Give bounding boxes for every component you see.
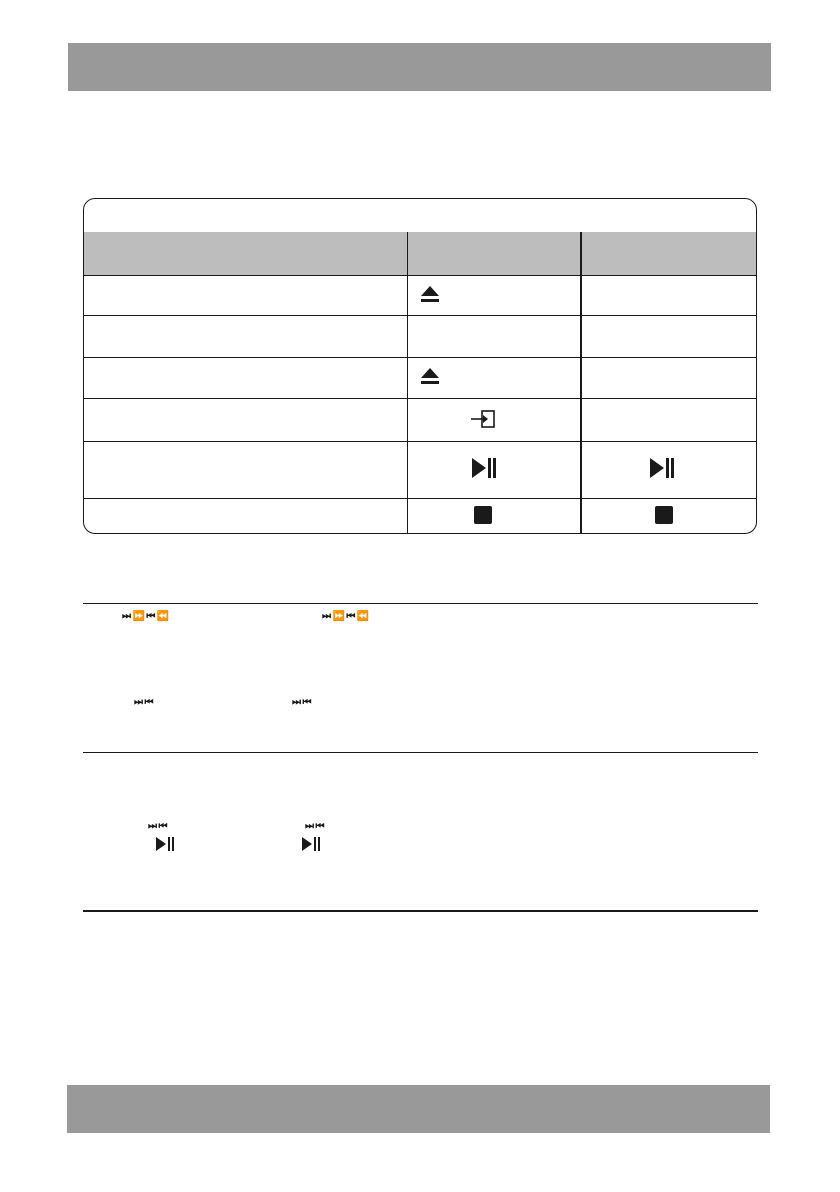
stop-icon	[474, 506, 492, 524]
list-item	[156, 837, 174, 851]
skip-icon: ⏭ ⏮	[292, 697, 311, 708]
eject-icon	[420, 286, 440, 304]
skip-icon: ⏭ ⏮	[305, 821, 324, 832]
header-bar	[68, 43, 771, 91]
stop-icon	[655, 506, 673, 524]
row-divider	[84, 498, 756, 499]
table-row	[655, 506, 673, 524]
table-row	[650, 458, 674, 478]
source-input-icon	[470, 409, 496, 429]
table-row	[470, 409, 496, 429]
table-row	[474, 506, 492, 524]
skip-seek-icon: ⏭ ⏩ ⏮ ⏪	[322, 611, 369, 622]
skip-icon: ⏭ ⏮	[134, 697, 153, 708]
table-header-row	[84, 232, 756, 275]
column-divider	[407, 232, 408, 533]
controls-table	[83, 198, 757, 534]
table-row	[420, 368, 440, 386]
row-divider	[84, 357, 756, 358]
section-divider	[83, 910, 758, 912]
play-pause-icon	[302, 837, 320, 851]
footer-bar	[67, 1085, 770, 1133]
section-divider	[83, 752, 758, 753]
skip-seek-icon: ⏭ ⏩ ⏮ ⏪	[122, 611, 169, 622]
row-divider	[84, 315, 756, 316]
column-divider	[580, 232, 582, 533]
play-pause-icon	[650, 458, 674, 478]
play-pause-icon	[156, 837, 174, 851]
table-row	[420, 286, 440, 304]
row-divider	[84, 275, 756, 276]
skip-icon: ⏭ ⏮	[148, 821, 167, 832]
table-row	[472, 458, 496, 478]
list-item	[302, 837, 320, 851]
eject-icon	[420, 368, 440, 386]
section-divider	[83, 603, 758, 604]
row-divider	[84, 398, 756, 399]
row-divider	[84, 441, 756, 442]
play-pause-icon	[472, 458, 496, 478]
